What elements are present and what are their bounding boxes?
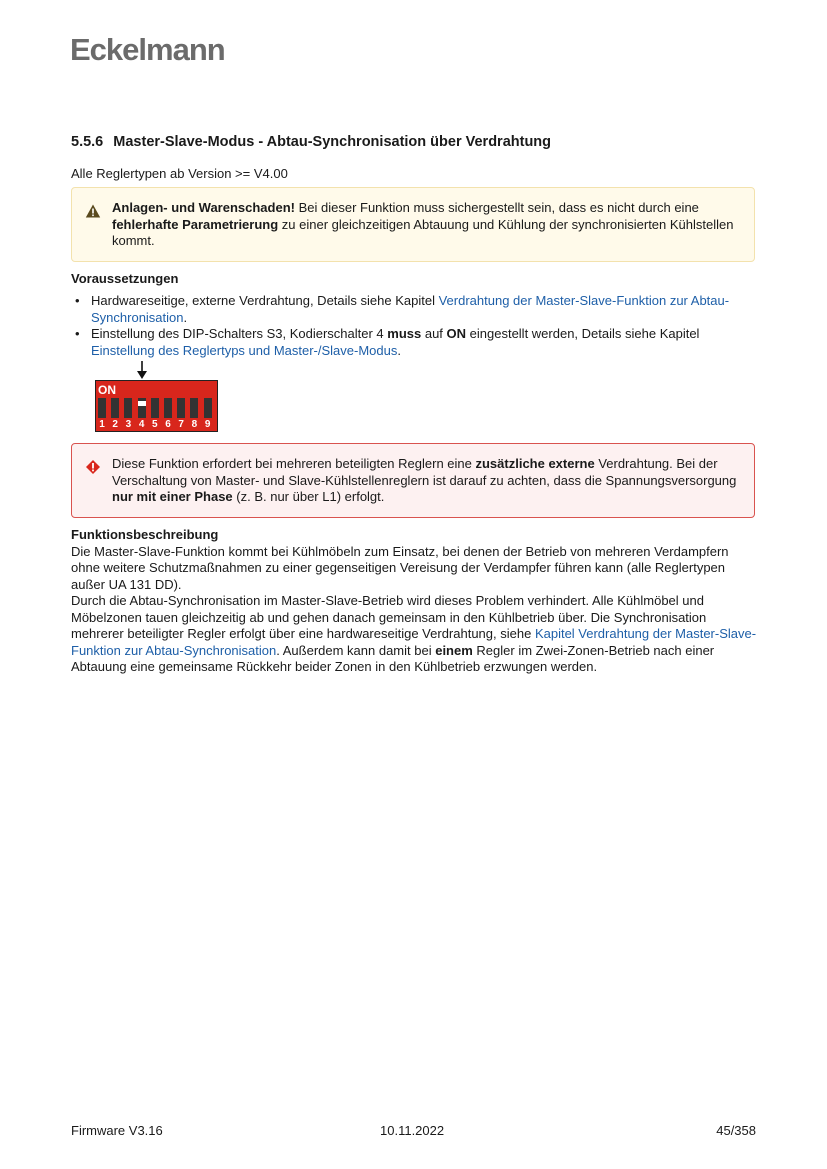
warning-text: Bei dieser Funktion muss sichergestellt sein, dass es nicht durch eine <box>294 200 699 215</box>
dip-switch-knob <box>138 401 146 406</box>
prereq-list <box>71 293 743 359</box>
link-wiring[interactable]: Verdrahtung der Master-Slave-Funktion zur Abtau-Synchronisation <box>91 293 730 325</box>
item-text: . <box>183 309 188 325</box>
dip-switch-1 <box>98 398 106 418</box>
dip-switch-5 <box>151 398 159 418</box>
function-paragraph-1: Die Master-Slave-Funktion kommt bei Kühlmöbeln zum Einsatz, bei denen der Betrieb von mehreren Verdampfern ohne weitere Schutzmaßnahmen zu einer gegenseitigen Vereisung der Verdampfer führen kann (alle Reglertypen außer UA 131 DD). <box>71 543 729 592</box>
section-title: Master-Slave-Modus - Abtau-Synchronisation über Verdrahtung <box>113 134 552 150</box>
dip-switch-4 <box>138 398 146 418</box>
paragraph-text: Regler im Zwei-Zonen-Betrieb nach einer Abtauung eine gemeinsame Rückkehr beider Zonen in den Kühlbetrieb erzwungen werden. <box>71 642 715 674</box>
dip-switch-number: 3 <box>125 419 132 430</box>
item-text: eingestellt werden, Details siehe Kapitel <box>466 326 700 341</box>
dip-switch-6 <box>164 398 172 418</box>
dip-switch-2 <box>111 398 119 418</box>
item-text: auf <box>421 326 447 341</box>
danger-bold: nur mit einer Phase <box>112 489 233 504</box>
item-bold: ON <box>446 326 467 341</box>
dip-switch-9 <box>204 398 212 418</box>
function-paragraph-2 <box>71 593 759 676</box>
function-description <box>71 527 759 676</box>
warning-bold: fehlerhafte Parametrierung <box>112 216 279 232</box>
prereq-title: Voraussetzungen <box>71 271 179 286</box>
danger-text: Diese Funktion erfordert bei mehreren beteiligten Reglern eine <box>112 456 476 471</box>
dip-switch-number: 8 <box>191 419 198 430</box>
dip-switch-7 <box>177 398 185 418</box>
footer-page: 45/358 <box>716 1123 756 1138</box>
warning-text: zu einer gleichzeitigen Abtauung und Kühlung der synchronisierten Kühlstellen kommt. <box>112 216 734 248</box>
logo: Eckelmann <box>70 32 225 67</box>
paragraph-text: Durch die Abtau-Synchronisation im Master-Slave-Betrieb wird dieses Problem verhindert. Alle Kühlmöbel und Möbelzonen tauen gleichzeitig ab und gehen danach gemeinsam in den Kühlbetrieb über. Die Synchronisation mehrerer beteiligter Regler erfolgt über eine hardwareseitige Verdrahtung, siehe <box>71 593 707 641</box>
warning-triangle-icon <box>85 203 101 219</box>
dip-on-label: ON <box>98 383 116 397</box>
list-item <box>71 326 743 359</box>
dip-switch-number: 4 <box>138 419 145 430</box>
link-controller-type[interactable]: Einstellung des Reglertyps und Master-/Slave-Modus <box>91 342 398 358</box>
dip-switch-number: 5 <box>152 419 158 430</box>
item-bold: muss <box>387 326 422 341</box>
danger-text: Verdrahtung. Bei der Verschaltung von Master- und Slave-Kühlstellenreglern ist darauf zu achten, dass die Spannungsversorgung <box>112 456 737 488</box>
dip-switch-3 <box>124 398 132 418</box>
item-text: Hardwareseitige, externe Verdrahtung, Details siehe Kapitel <box>91 293 439 308</box>
list-item <box>71 293 743 326</box>
dip-switch-number: 1 <box>99 419 105 430</box>
danger-text: (z. B. nur über L1) erfolgt. <box>232 489 385 504</box>
dip-switch-number: 2 <box>112 419 118 430</box>
dip-switch-8 <box>190 398 198 418</box>
paragraph-text: . Außerdem kann damit bei <box>276 642 436 658</box>
danger-bold: zusätzliche externe <box>475 456 595 471</box>
version-note: Alle Reglertypen ab Version >= V4.00 <box>71 166 288 181</box>
dip-switch-number: 7 <box>178 419 184 430</box>
dip-switch-diagram <box>95 380 218 432</box>
item-text: . <box>397 342 401 358</box>
function-title: Funktionsbeschreibung <box>71 527 219 542</box>
arrow-down-icon <box>136 361 148 380</box>
link-wiring-chapter[interactable]: Kapitel Verdrahtung der Master-Slave-Funktion zur Abtau-Synchronisation <box>71 626 757 658</box>
section-heading <box>71 134 551 151</box>
paragraph-bold: einem <box>435 642 473 658</box>
warning-box <box>71 187 755 262</box>
danger-box <box>71 443 755 518</box>
danger-diamond-icon <box>85 459 101 475</box>
warning-title: Anlagen- und Warenschaden! <box>112 200 295 215</box>
item-text: Einstellung des DIP-Schalters S3, Kodierschalter 4 <box>91 326 388 341</box>
footer-date: 10.11.2022 <box>380 1123 445 1138</box>
dip-switch-number: 9 <box>204 419 211 430</box>
section-number: 5.5.6 <box>71 134 104 150</box>
footer-firmware: Firmware V3.16 <box>71 1123 163 1138</box>
dip-switch-number: 6 <box>165 419 171 430</box>
